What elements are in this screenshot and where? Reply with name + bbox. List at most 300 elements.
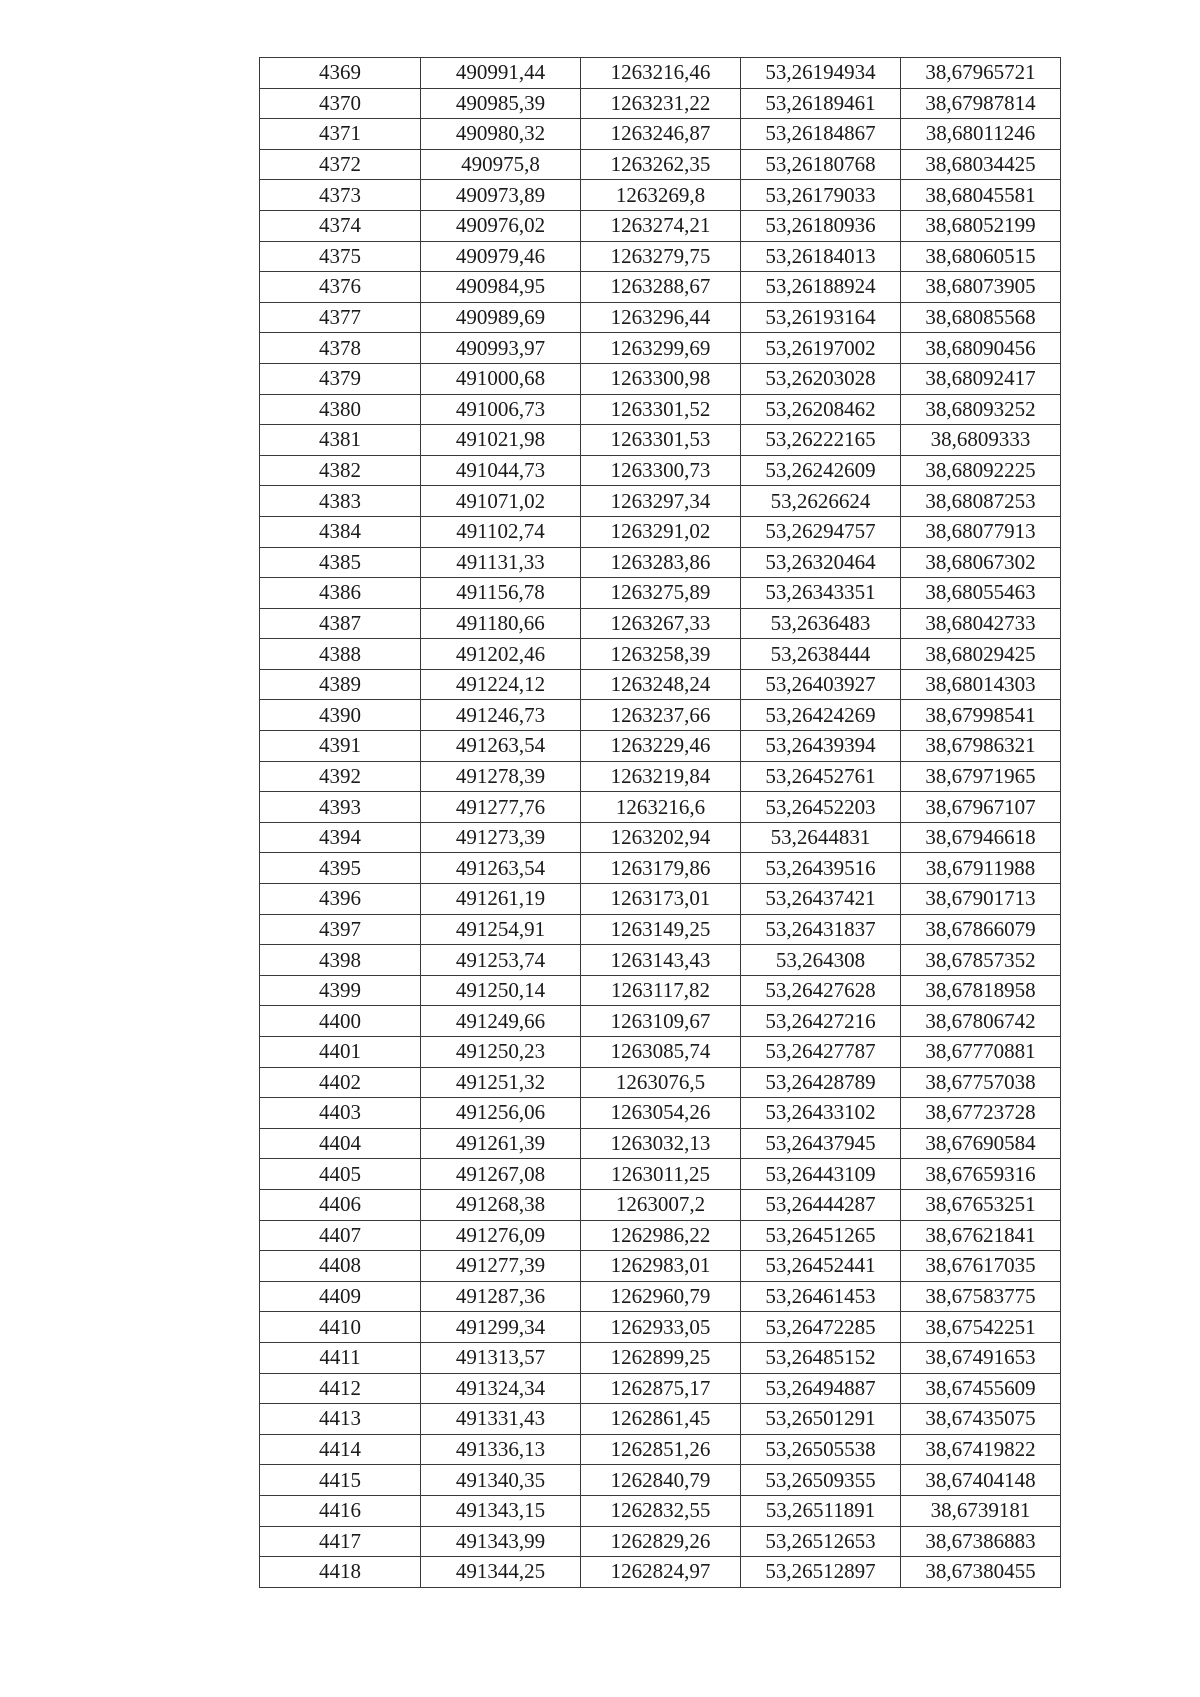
table-row (260, 700, 1061, 731)
x-coordinate-cell: 491276,09 (421, 1220, 581, 1251)
longitude-cell: 38,67653251 (901, 1189, 1061, 1220)
longitude-cell: 38,68090456 (901, 333, 1061, 364)
latitude-cell: 53,26242609 (741, 455, 901, 486)
x-coordinate-cell: 491180,66 (421, 608, 581, 639)
latitude-cell: 53,26179033 (741, 180, 901, 211)
latitude-cell: 53,26512653 (741, 1526, 901, 1557)
x-coordinate-cell: 491277,39 (421, 1251, 581, 1282)
x-coordinate-cell: 491256,06 (421, 1098, 581, 1129)
y-coordinate-cell: 1262960,79 (581, 1281, 741, 1312)
point-number-cell: 4406 (260, 1189, 421, 1220)
table-row (260, 1037, 1061, 1068)
point-number-cell: 4416 (260, 1495, 421, 1526)
table-row (260, 975, 1061, 1006)
y-coordinate-cell: 1263274,21 (581, 210, 741, 241)
x-coordinate-cell: 491044,73 (421, 455, 581, 486)
table-row (260, 578, 1061, 609)
y-coordinate-cell: 1262861,45 (581, 1404, 741, 1435)
y-coordinate-cell: 1262824,97 (581, 1557, 741, 1588)
latitude-cell: 53,2636483 (741, 608, 901, 639)
latitude-cell: 53,26184013 (741, 241, 901, 272)
x-coordinate-cell: 491224,12 (421, 669, 581, 700)
longitude-cell: 38,68042733 (901, 608, 1061, 639)
point-number-cell: 4410 (260, 1312, 421, 1343)
x-coordinate-cell: 491299,34 (421, 1312, 581, 1343)
longitude-cell: 38,6809333 (901, 425, 1061, 456)
table-row (260, 1189, 1061, 1220)
y-coordinate-cell: 1263258,39 (581, 639, 741, 670)
longitude-cell: 38,67998541 (901, 700, 1061, 731)
y-coordinate-cell: 1263032,13 (581, 1128, 741, 1159)
table-row (260, 455, 1061, 486)
latitude-cell: 53,26461453 (741, 1281, 901, 1312)
table-row (260, 1557, 1061, 1588)
table-row (260, 1006, 1061, 1037)
longitude-cell: 38,67946618 (901, 822, 1061, 853)
x-coordinate-cell: 491131,33 (421, 547, 581, 578)
point-number-cell: 4407 (260, 1220, 421, 1251)
table-row (260, 1128, 1061, 1159)
x-coordinate-cell: 491006,73 (421, 394, 581, 425)
latitude-cell: 53,26452441 (741, 1251, 901, 1282)
longitude-cell: 38,67757038 (901, 1067, 1061, 1098)
point-number-cell: 4378 (260, 333, 421, 364)
longitude-cell: 38,68092225 (901, 455, 1061, 486)
latitude-cell: 53,264308 (741, 945, 901, 976)
longitude-cell: 38,68077913 (901, 516, 1061, 547)
x-coordinate-cell: 491250,14 (421, 975, 581, 1006)
table-row (260, 1373, 1061, 1404)
y-coordinate-cell: 1263109,67 (581, 1006, 741, 1037)
longitude-cell: 38,67386883 (901, 1526, 1061, 1557)
x-coordinate-cell: 490989,69 (421, 302, 581, 333)
longitude-cell: 38,67806742 (901, 1006, 1061, 1037)
point-number-cell: 4409 (260, 1281, 421, 1312)
x-coordinate-cell: 491261,19 (421, 884, 581, 915)
point-number-cell: 4394 (260, 822, 421, 853)
latitude-cell: 53,26294757 (741, 516, 901, 547)
y-coordinate-cell: 1262899,25 (581, 1342, 741, 1373)
latitude-cell: 53,26197002 (741, 333, 901, 364)
point-number-cell: 4397 (260, 914, 421, 945)
table-row (260, 1251, 1061, 1282)
x-coordinate-cell: 491324,34 (421, 1373, 581, 1404)
latitude-cell: 53,26509355 (741, 1465, 901, 1496)
table-row (260, 88, 1061, 119)
latitude-cell: 53,26208462 (741, 394, 901, 425)
table-row (260, 333, 1061, 364)
table-row (260, 1404, 1061, 1435)
y-coordinate-cell: 1263267,33 (581, 608, 741, 639)
y-coordinate-cell: 1263269,8 (581, 180, 741, 211)
table-row (260, 1312, 1061, 1343)
point-number-cell: 4375 (260, 241, 421, 272)
longitude-cell: 38,67491653 (901, 1342, 1061, 1373)
point-number-cell: 4390 (260, 700, 421, 731)
latitude-cell: 53,26437945 (741, 1128, 901, 1159)
table-row (260, 1098, 1061, 1129)
point-number-cell: 4389 (260, 669, 421, 700)
latitude-cell: 53,26203028 (741, 363, 901, 394)
point-number-cell: 4401 (260, 1037, 421, 1068)
latitude-cell: 53,26222165 (741, 425, 901, 456)
coordinates-table (259, 57, 1061, 1588)
table-row (260, 884, 1061, 915)
y-coordinate-cell: 1262840,79 (581, 1465, 741, 1496)
x-coordinate-cell: 491021,98 (421, 425, 581, 456)
point-number-cell: 4383 (260, 486, 421, 517)
latitude-cell: 53,26452761 (741, 761, 901, 792)
longitude-cell: 38,68011246 (901, 119, 1061, 150)
point-number-cell: 4376 (260, 272, 421, 303)
longitude-cell: 38,68055463 (901, 578, 1061, 609)
table-row (260, 1281, 1061, 1312)
longitude-cell: 38,67971965 (901, 761, 1061, 792)
table-row (260, 669, 1061, 700)
point-number-cell: 4377 (260, 302, 421, 333)
table-row (260, 394, 1061, 425)
point-number-cell: 4386 (260, 578, 421, 609)
point-number-cell: 4400 (260, 1006, 421, 1037)
point-number-cell: 4402 (260, 1067, 421, 1098)
table-row (260, 1465, 1061, 1496)
table-row (260, 425, 1061, 456)
y-coordinate-cell: 1262851,26 (581, 1434, 741, 1465)
table-row (260, 1067, 1061, 1098)
y-coordinate-cell: 1262983,01 (581, 1251, 741, 1282)
x-coordinate-cell: 491273,39 (421, 822, 581, 853)
x-coordinate-cell: 490984,95 (421, 272, 581, 303)
latitude-cell: 53,26433102 (741, 1098, 901, 1129)
point-number-cell: 4372 (260, 149, 421, 180)
longitude-cell: 38,68045581 (901, 180, 1061, 211)
latitude-cell: 53,26428789 (741, 1067, 901, 1098)
x-coordinate-cell: 491071,02 (421, 486, 581, 517)
table-row (260, 731, 1061, 762)
y-coordinate-cell: 1263300,98 (581, 363, 741, 394)
point-number-cell: 4405 (260, 1159, 421, 1190)
y-coordinate-cell: 1263179,86 (581, 853, 741, 884)
longitude-cell: 38,68092417 (901, 363, 1061, 394)
table-row (260, 547, 1061, 578)
table-row (260, 608, 1061, 639)
longitude-cell: 38,67542251 (901, 1312, 1061, 1343)
x-coordinate-cell: 491254,91 (421, 914, 581, 945)
longitude-cell: 38,68052199 (901, 210, 1061, 241)
x-coordinate-cell: 491343,99 (421, 1526, 581, 1557)
point-number-cell: 4388 (260, 639, 421, 670)
y-coordinate-cell: 1263216,6 (581, 792, 741, 823)
table-row (260, 639, 1061, 670)
x-coordinate-cell: 490991,44 (421, 58, 581, 89)
x-coordinate-cell: 491313,57 (421, 1342, 581, 1373)
table-row (260, 210, 1061, 241)
latitude-cell: 53,26511891 (741, 1495, 901, 1526)
latitude-cell: 53,26451265 (741, 1220, 901, 1251)
longitude-cell: 38,67455609 (901, 1373, 1061, 1404)
table-row (260, 853, 1061, 884)
point-number-cell: 4411 (260, 1342, 421, 1373)
x-coordinate-cell: 491251,32 (421, 1067, 581, 1098)
latitude-cell: 53,26452203 (741, 792, 901, 823)
point-number-cell: 4387 (260, 608, 421, 639)
latitude-cell: 53,26443109 (741, 1159, 901, 1190)
longitude-cell: 38,68029425 (901, 639, 1061, 670)
x-coordinate-cell: 491246,73 (421, 700, 581, 731)
y-coordinate-cell: 1263229,46 (581, 731, 741, 762)
latitude-cell: 53,26439394 (741, 731, 901, 762)
point-number-cell: 4369 (260, 58, 421, 89)
point-number-cell: 4413 (260, 1404, 421, 1435)
longitude-cell: 38,67857352 (901, 945, 1061, 976)
y-coordinate-cell: 1263237,66 (581, 700, 741, 731)
x-coordinate-cell: 491277,76 (421, 792, 581, 823)
y-coordinate-cell: 1263149,25 (581, 914, 741, 945)
y-coordinate-cell: 1263296,44 (581, 302, 741, 333)
x-coordinate-cell: 491253,74 (421, 945, 581, 976)
x-coordinate-cell: 491156,78 (421, 578, 581, 609)
x-coordinate-cell: 491250,23 (421, 1037, 581, 1068)
latitude-cell: 53,26485152 (741, 1342, 901, 1373)
y-coordinate-cell: 1263117,82 (581, 975, 741, 1006)
x-coordinate-cell: 490973,89 (421, 180, 581, 211)
longitude-cell: 38,68085568 (901, 302, 1061, 333)
x-coordinate-cell: 491343,15 (421, 1495, 581, 1526)
point-number-cell: 4417 (260, 1526, 421, 1557)
latitude-cell: 53,26193164 (741, 302, 901, 333)
longitude-cell: 38,6739181 (901, 1495, 1061, 1526)
longitude-cell: 38,67617035 (901, 1251, 1061, 1282)
table-row (260, 1495, 1061, 1526)
y-coordinate-cell: 1263231,22 (581, 88, 741, 119)
point-number-cell: 4408 (260, 1251, 421, 1282)
latitude-cell: 53,26472285 (741, 1312, 901, 1343)
latitude-cell: 53,26494887 (741, 1373, 901, 1404)
latitude-cell: 53,2638444 (741, 639, 901, 670)
latitude-cell: 53,26424269 (741, 700, 901, 731)
table-row (260, 761, 1061, 792)
point-number-cell: 4382 (260, 455, 421, 486)
longitude-cell: 38,67770881 (901, 1037, 1061, 1068)
latitude-cell: 53,26403927 (741, 669, 901, 700)
x-coordinate-cell: 491267,08 (421, 1159, 581, 1190)
latitude-cell: 53,26188924 (741, 272, 901, 303)
table-row (260, 149, 1061, 180)
longitude-cell: 38,67911988 (901, 853, 1061, 884)
point-number-cell: 4370 (260, 88, 421, 119)
point-number-cell: 4398 (260, 945, 421, 976)
latitude-cell: 53,2626624 (741, 486, 901, 517)
longitude-cell: 38,67723728 (901, 1098, 1061, 1129)
longitude-cell: 38,67435075 (901, 1404, 1061, 1435)
point-number-cell: 4399 (260, 975, 421, 1006)
x-coordinate-cell: 491202,46 (421, 639, 581, 670)
longitude-cell: 38,67419822 (901, 1434, 1061, 1465)
y-coordinate-cell: 1263219,84 (581, 761, 741, 792)
y-coordinate-cell: 1263300,73 (581, 455, 741, 486)
longitude-cell: 38,67987814 (901, 88, 1061, 119)
latitude-cell: 53,26180768 (741, 149, 901, 180)
table-row (260, 1342, 1061, 1373)
point-number-cell: 4391 (260, 731, 421, 762)
x-coordinate-cell: 491278,39 (421, 761, 581, 792)
y-coordinate-cell: 1263283,86 (581, 547, 741, 578)
latitude-cell: 53,26431837 (741, 914, 901, 945)
longitude-cell: 38,67986321 (901, 731, 1061, 762)
y-coordinate-cell: 1262875,17 (581, 1373, 741, 1404)
y-coordinate-cell: 1263076,5 (581, 1067, 741, 1098)
point-number-cell: 4404 (260, 1128, 421, 1159)
point-number-cell: 4395 (260, 853, 421, 884)
point-number-cell: 4385 (260, 547, 421, 578)
latitude-cell: 53,26439516 (741, 853, 901, 884)
table-row (260, 945, 1061, 976)
y-coordinate-cell: 1263279,75 (581, 241, 741, 272)
x-coordinate-cell: 491331,43 (421, 1404, 581, 1435)
y-coordinate-cell: 1262832,55 (581, 1495, 741, 1526)
point-number-cell: 4414 (260, 1434, 421, 1465)
point-number-cell: 4374 (260, 210, 421, 241)
x-coordinate-cell: 491102,74 (421, 516, 581, 547)
table-row (260, 119, 1061, 150)
y-coordinate-cell: 1262933,05 (581, 1312, 741, 1343)
table-row (260, 1434, 1061, 1465)
longitude-cell: 38,67621841 (901, 1220, 1061, 1251)
y-coordinate-cell: 1263085,74 (581, 1037, 741, 1068)
latitude-cell: 53,26427216 (741, 1006, 901, 1037)
point-number-cell: 4381 (260, 425, 421, 456)
x-coordinate-cell: 491336,13 (421, 1434, 581, 1465)
y-coordinate-cell: 1263275,89 (581, 578, 741, 609)
longitude-cell: 38,67965721 (901, 58, 1061, 89)
x-coordinate-cell: 490976,02 (421, 210, 581, 241)
longitude-cell: 38,67690584 (901, 1128, 1061, 1159)
x-coordinate-cell: 491344,25 (421, 1557, 581, 1588)
latitude-cell: 53,26512897 (741, 1557, 901, 1588)
point-number-cell: 4403 (260, 1098, 421, 1129)
latitude-cell: 53,26444287 (741, 1189, 901, 1220)
longitude-cell: 38,68060515 (901, 241, 1061, 272)
table-row (260, 241, 1061, 272)
x-coordinate-cell: 491340,35 (421, 1465, 581, 1496)
x-coordinate-cell: 490980,32 (421, 119, 581, 150)
y-coordinate-cell: 1263216,46 (581, 58, 741, 89)
point-number-cell: 4392 (260, 761, 421, 792)
longitude-cell: 38,67818958 (901, 975, 1061, 1006)
latitude-cell: 53,26501291 (741, 1404, 901, 1435)
point-number-cell: 4379 (260, 363, 421, 394)
y-coordinate-cell: 1263291,02 (581, 516, 741, 547)
longitude-cell: 38,67659316 (901, 1159, 1061, 1190)
latitude-cell: 53,26437421 (741, 884, 901, 915)
y-coordinate-cell: 1263297,34 (581, 486, 741, 517)
latitude-cell: 53,26427787 (741, 1037, 901, 1068)
table-row (260, 58, 1061, 89)
table-row (260, 363, 1061, 394)
point-number-cell: 4384 (260, 516, 421, 547)
latitude-cell: 53,26189461 (741, 88, 901, 119)
x-coordinate-cell: 490985,39 (421, 88, 581, 119)
x-coordinate-cell: 491261,39 (421, 1128, 581, 1159)
latitude-cell: 53,26184867 (741, 119, 901, 150)
x-coordinate-cell: 490993,97 (421, 333, 581, 364)
point-number-cell: 4396 (260, 884, 421, 915)
latitude-cell: 53,2644831 (741, 822, 901, 853)
y-coordinate-cell: 1262986,22 (581, 1220, 741, 1251)
table-row (260, 272, 1061, 303)
y-coordinate-cell: 1263173,01 (581, 884, 741, 915)
y-coordinate-cell: 1263007,2 (581, 1189, 741, 1220)
x-coordinate-cell: 490979,46 (421, 241, 581, 272)
x-coordinate-cell: 491268,38 (421, 1189, 581, 1220)
longitude-cell: 38,67901713 (901, 884, 1061, 915)
table-row (260, 486, 1061, 517)
table-row (260, 822, 1061, 853)
longitude-cell: 38,68014303 (901, 669, 1061, 700)
latitude-cell: 53,26180936 (741, 210, 901, 241)
y-coordinate-cell: 1263301,52 (581, 394, 741, 425)
y-coordinate-cell: 1263202,94 (581, 822, 741, 853)
longitude-cell: 38,67967107 (901, 792, 1061, 823)
y-coordinate-cell: 1263011,25 (581, 1159, 741, 1190)
table-row (260, 302, 1061, 333)
longitude-cell: 38,68067302 (901, 547, 1061, 578)
table-row (260, 516, 1061, 547)
longitude-cell: 38,67583775 (901, 1281, 1061, 1312)
x-coordinate-cell: 491000,68 (421, 363, 581, 394)
x-coordinate-cell: 491287,36 (421, 1281, 581, 1312)
latitude-cell: 53,26427628 (741, 975, 901, 1006)
table-row (260, 1220, 1061, 1251)
point-number-cell: 4373 (260, 180, 421, 211)
table-row (260, 914, 1061, 945)
y-coordinate-cell: 1263054,26 (581, 1098, 741, 1129)
y-coordinate-cell: 1263288,67 (581, 272, 741, 303)
y-coordinate-cell: 1263248,24 (581, 669, 741, 700)
y-coordinate-cell: 1263143,43 (581, 945, 741, 976)
x-coordinate-cell: 491263,54 (421, 731, 581, 762)
point-number-cell: 4412 (260, 1373, 421, 1404)
longitude-cell: 38,68073905 (901, 272, 1061, 303)
point-number-cell: 4380 (260, 394, 421, 425)
y-coordinate-cell: 1263246,87 (581, 119, 741, 150)
longitude-cell: 38,67404148 (901, 1465, 1061, 1496)
table-row (260, 1159, 1061, 1190)
point-number-cell: 4415 (260, 1465, 421, 1496)
x-coordinate-cell: 491249,66 (421, 1006, 581, 1037)
y-coordinate-cell: 1263299,69 (581, 333, 741, 364)
longitude-cell: 38,67380455 (901, 1557, 1061, 1588)
latitude-cell: 53,26320464 (741, 547, 901, 578)
table-row (260, 1526, 1061, 1557)
table-row (260, 792, 1061, 823)
longitude-cell: 38,68034425 (901, 149, 1061, 180)
coordinates-table-body (260, 58, 1061, 1588)
table-row (260, 180, 1061, 211)
latitude-cell: 53,26194934 (741, 58, 901, 89)
y-coordinate-cell: 1263262,35 (581, 149, 741, 180)
latitude-cell: 53,26343351 (741, 578, 901, 609)
x-coordinate-cell: 490975,8 (421, 149, 581, 180)
longitude-cell: 38,67866079 (901, 914, 1061, 945)
longitude-cell: 38,68093252 (901, 394, 1061, 425)
point-number-cell: 4371 (260, 119, 421, 150)
longitude-cell: 38,68087253 (901, 486, 1061, 517)
point-number-cell: 4393 (260, 792, 421, 823)
x-coordinate-cell: 491263,54 (421, 853, 581, 884)
point-number-cell: 4418 (260, 1557, 421, 1588)
latitude-cell: 53,26505538 (741, 1434, 901, 1465)
